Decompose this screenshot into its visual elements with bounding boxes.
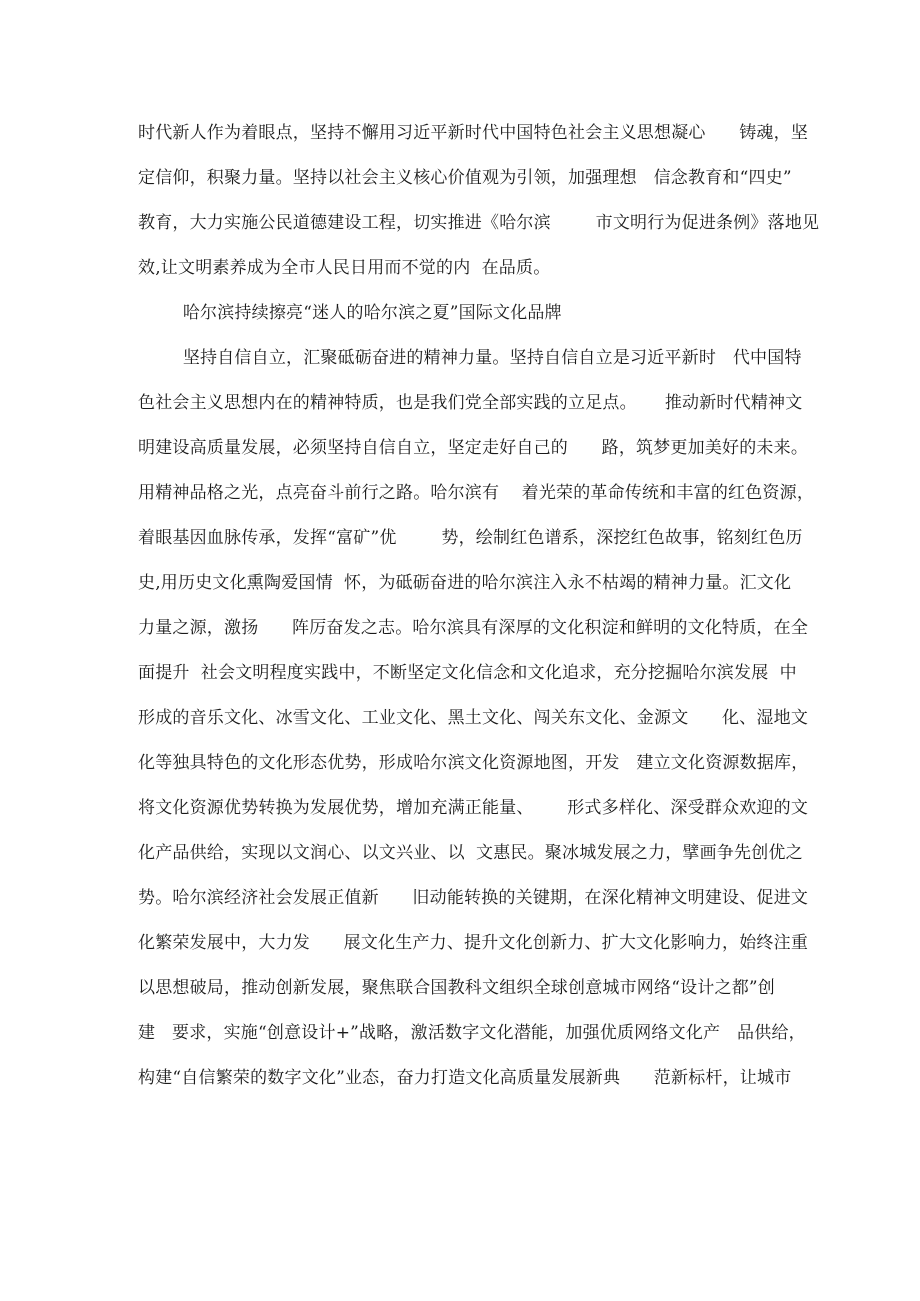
text-line: 以思想破局，推动创新发展，聚焦联合国教科文组织全球创意城市网络“设计之都”创 xyxy=(138,978,775,998)
text-line: 形成的音乐文化、冰雪文化、工业文化、黑土文化、闯关东文化、金源文 化、湿地文 xyxy=(138,708,809,728)
text-line: 化繁荣发展中，大力发 展文化生产力、提升文化创新力、扩大文化影响力，始终注重 xyxy=(138,933,809,953)
text-line: 史,用历史文化熏陶爱国情 怀，为砥砺奋进的哈尔滨注入永不枯竭的精神力量。汇文化 xyxy=(138,573,792,593)
text-line: 面提升 社会文明程度实践中，不断坚定文化信念和文化追求，充分挖掘哈尔滨发展 中 xyxy=(138,663,797,683)
text-line: 将文化资源优势转换为发展优势，增加充满正能量、 形式多样化、深受群众欢迎的文 xyxy=(138,798,809,818)
text-line: 教育，大力实施公民道德建设工程，切实推进《哈尔滨 市文明行为促进条例》落地见 xyxy=(138,213,820,233)
text-line: 化等独具特色的文化形态优势，形成哈尔滨文化资源地图，开发 建立文化资源数据库， xyxy=(138,753,809,773)
text-line: 用精神品格之光，点亮奋斗前行之路。哈尔滨有 着光荣的革命传统和丰富的红色资源， xyxy=(138,483,815,503)
text-line: 定信仰，积聚力量。坚持以社会主义核心价值观为引领，加强理想 信念教育和“四史” xyxy=(138,168,792,188)
text-line: 着眼基因血脉传承，发挥“富矿”优 势，绘制红色谱系，深挖红色故事，铭刻红色历 xyxy=(138,528,803,548)
text-line: 力量之源，激扬 阵厉奋发之志。哈尔滨具有深厚的文化积淀和鲜明的文化特质，在全 xyxy=(138,618,809,638)
section-heading: 哈尔滨持续擦亮“迷人的哈尔滨之夏”国际文化品牌 xyxy=(138,303,562,323)
text-line: 构建“自信繁荣的数字文化”业态，奋力打造文化高质量发展新典 范新标杆，让城市 xyxy=(138,1068,792,1088)
text-line: 色社会主义思想内在的精神特质，也是我们党全部实践的立足点。 推动新时代精神文 xyxy=(138,393,803,413)
text-line: 明建设高质量发展，必须坚持自信自立，坚定走好自己的 路，筑梦更加美好的未来。 xyxy=(138,438,809,458)
text-line: 效,让文明素养成为全市人民日用而不觉的内 在品质。 xyxy=(138,258,551,278)
text-line: 势。哈尔滨经济社会发展正值新 旧动能转换的关键期，在深化精神文明建设、促进文 xyxy=(138,888,809,908)
text-line: 时代新人作为着眼点，坚持不懈用习近平新时代中国特色社会主义思想凝心 铸魂，坚 xyxy=(138,123,809,143)
text-line: 建 要求，实施“创意设计+”战略，激活数字文化潜能，加强优质网络文化产 品供给， xyxy=(138,1023,806,1043)
text-line: 化产品供给，实现以文润心、以文兴业、以 文惠民。聚冰城发展之力，擘画争先创优之 xyxy=(138,843,803,863)
text-line: 坚持自信自立，汇聚砥砺奋进的精神力量。坚持自信自立是习近平新时 代中国特 xyxy=(138,348,802,368)
